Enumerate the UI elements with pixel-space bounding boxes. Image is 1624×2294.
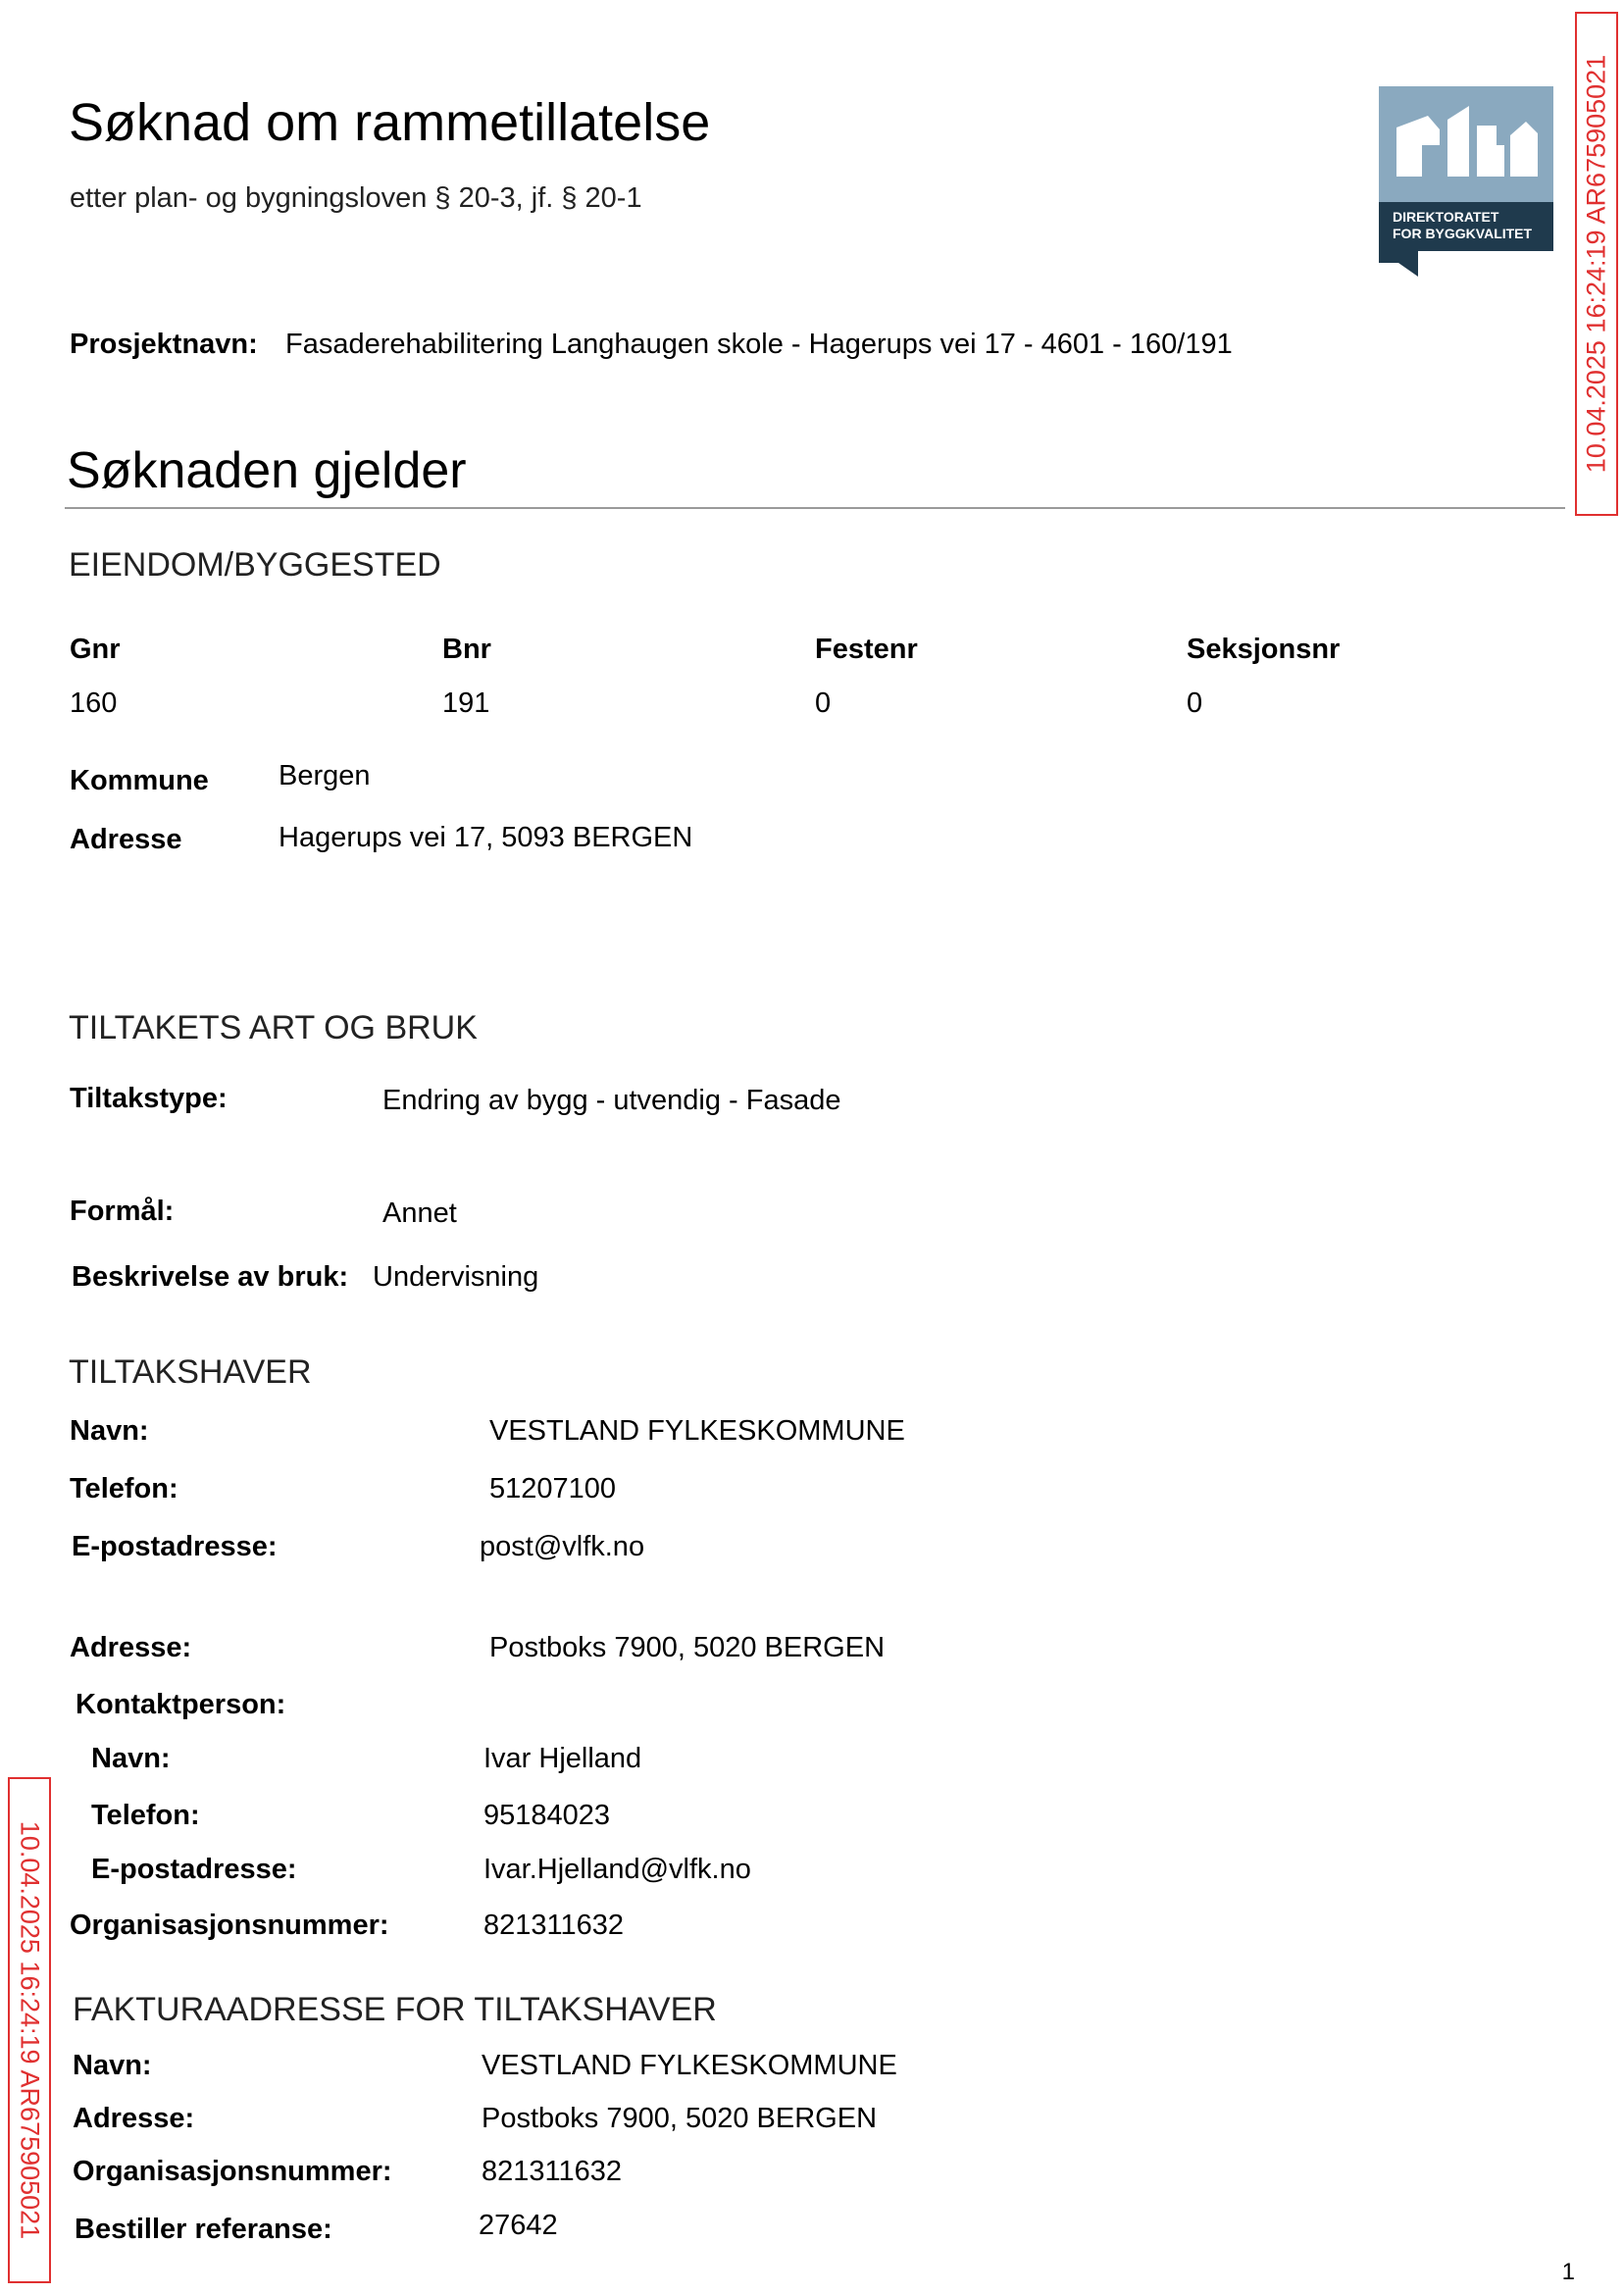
tiltakshaver-heading: TILTAKSHAVER (69, 1353, 312, 1391)
fk-orgnr-label: Organisasjonsnummer: (73, 2156, 392, 2187)
fk-ref-label: Bestiller referanse: (75, 2214, 332, 2245)
dibk-logo (1379, 86, 1553, 277)
bruk-label: Beskrivelse av bruk: (72, 1261, 349, 1293)
project-label: Prosjektnavn: (70, 329, 258, 360)
kp-telefon-label: Telefon: (91, 1800, 200, 1831)
section-title: Søknaden gjelder (67, 442, 467, 499)
kontaktperson-label: Kontaktperson: (76, 1689, 286, 1720)
th-orgnr-value: 821311632 (483, 1910, 625, 1941)
gnr-label: Gnr (70, 634, 121, 665)
th-epost-label: E-postadresse: (72, 1531, 278, 1562)
th-epost-value: post@vlfk.no (480, 1531, 645, 1562)
kommune-value: Bergen (279, 760, 371, 791)
section-divider (65, 507, 1565, 509)
kp-epost-label: E-postadresse: (91, 1854, 297, 1885)
bnr-label: Bnr (442, 634, 491, 665)
received-stamp-top (1575, 12, 1618, 516)
fk-navn-value: VESTLAND FYLKESKOMMUNE (482, 2050, 897, 2081)
fk-adresse-value: Postboks 7900, 5020 BERGEN (482, 2103, 878, 2134)
received-stamp-left (8, 1777, 51, 2283)
fk-adresse-label: Adresse: (73, 2103, 195, 2134)
logo-text-line2: FOR BYGGKVALITET (1393, 226, 1533, 241)
tiltak-heading: TILTAKETS ART OG BRUK (69, 1009, 478, 1046)
fk-ref-value: 27642 (479, 2210, 558, 2241)
kp-navn-label: Navn: (91, 1743, 171, 1774)
page-subtitle: etter plan- og bygningsloven § 20-3, jf. § 20-1 (70, 182, 642, 214)
th-telefon-label: Telefon: (70, 1473, 178, 1504)
tiltakstype-value: Endring av bygg - utvendig - Fasade (382, 1085, 841, 1116)
fk-navn-label: Navn: (73, 2050, 152, 2081)
seksjonsnr-value: 0 (1187, 688, 1203, 719)
stamp-text: 10.04.2025 16:24:19 AR675905021 (1581, 54, 1611, 474)
property-adresse-label: Adresse (70, 824, 182, 855)
kp-telefon-value: 95184023 (483, 1800, 611, 1831)
gnr-value: 160 (70, 688, 118, 719)
stamp-text: 10.04.2025 16:24:19 AR675905021 (15, 1820, 45, 2240)
th-navn-label: Navn: (70, 1415, 149, 1447)
tiltakstype-label: Tiltakstype: (70, 1083, 228, 1114)
bnr-value: 191 (442, 688, 490, 719)
th-orgnr-label: Organisasjonsnummer: (70, 1910, 389, 1941)
page-number: 1 (1561, 2259, 1575, 2285)
bruk-value: Undervisning (373, 1261, 539, 1293)
faktura-heading: FAKTURAADRESSE FOR TILTAKSHAVER (73, 1991, 717, 2028)
page-title: Søknad om rammetillatelse (69, 93, 711, 152)
formal-value: Annet (382, 1198, 457, 1229)
th-telefon-value: 51207100 (489, 1473, 617, 1504)
th-adresse-value: Postboks 7900, 5020 BERGEN (489, 1632, 886, 1663)
kp-epost-value: Ivar.Hjelland@vlfk.no (483, 1854, 751, 1885)
property-heading: EIENDOM/BYGGESTED (69, 546, 441, 584)
formal-label: Formål: (70, 1196, 175, 1227)
seksjonsnr-label: Seksjonsnr (1187, 634, 1341, 665)
kommune-label: Kommune (70, 765, 209, 796)
property-adresse-value: Hagerups vei 17, 5093 BERGEN (279, 822, 693, 853)
logo-text-line1: DIREKTORATET (1393, 209, 1499, 225)
th-navn-value: VESTLAND FYLKESKOMMUNE (489, 1415, 905, 1447)
project-value: Fasaderehabilitering Langhaugen skole - Hagerups vei 17 - 4601 - 160/191 (285, 329, 1233, 360)
festenr-value: 0 (815, 688, 832, 719)
kp-navn-value: Ivar Hjelland (483, 1743, 642, 1774)
festenr-label: Festenr (815, 634, 918, 665)
fk-orgnr-value: 821311632 (482, 2156, 623, 2187)
th-adresse-label: Adresse: (70, 1632, 192, 1663)
